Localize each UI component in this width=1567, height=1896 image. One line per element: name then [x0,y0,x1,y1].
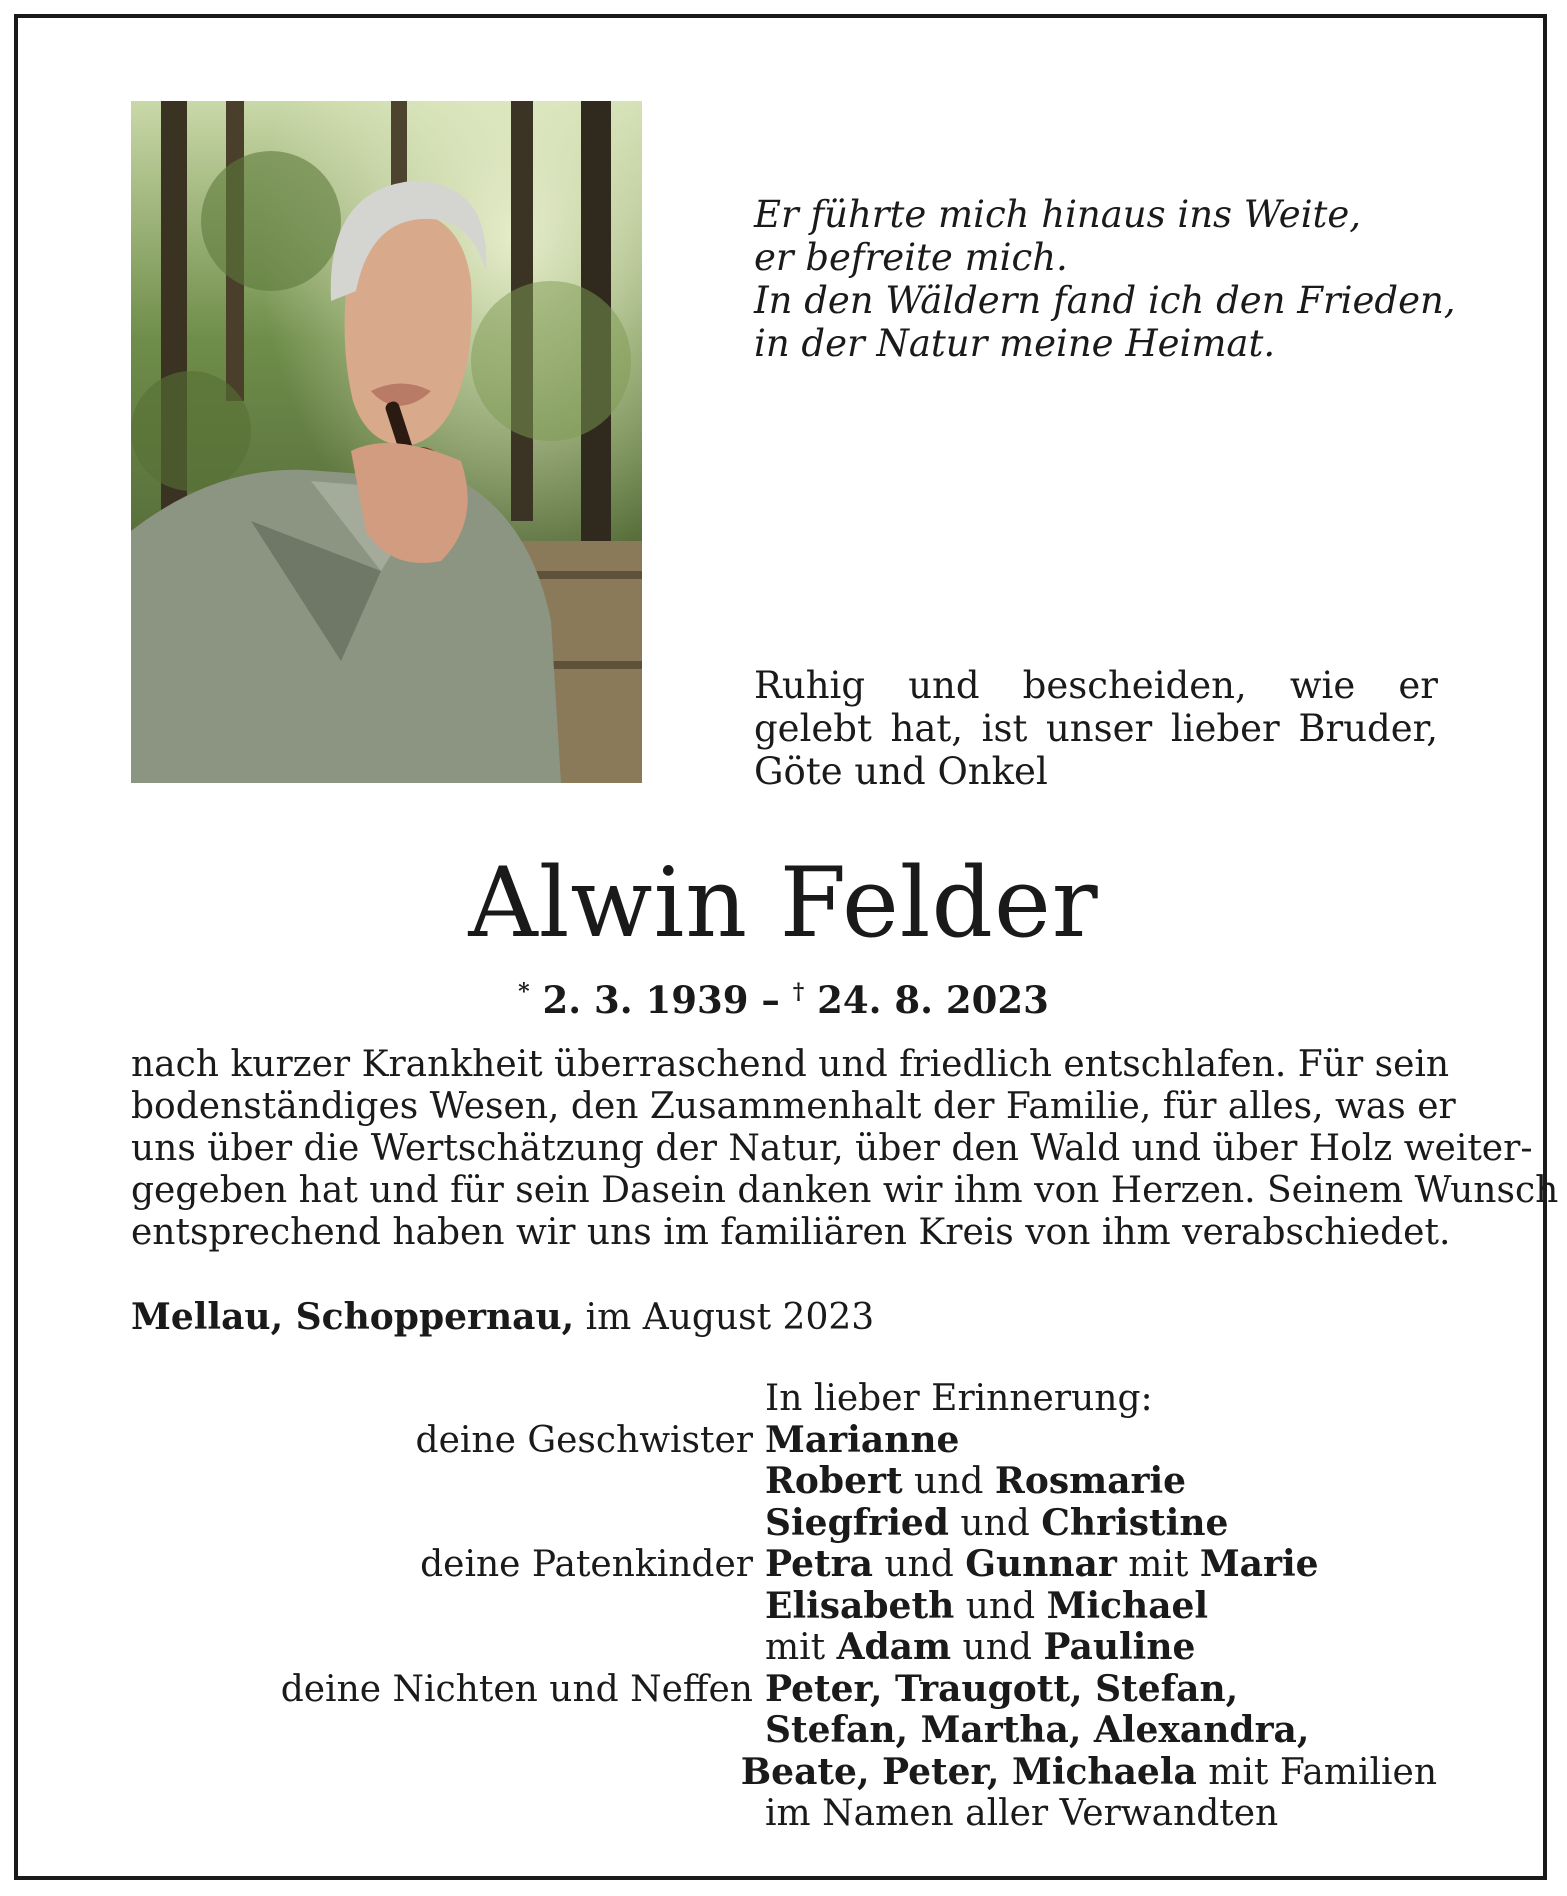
relative-name: Gunnar [965,1543,1117,1585]
birth-date: 2. 3. 1939 [542,978,749,1022]
connector-text: mit [1116,1544,1200,1585]
survivor-row [131,1503,1437,1545]
connector-text: mit Familien [1196,1751,1437,1793]
survivor-row [131,1420,1437,1462]
text-line: gegeben hat und für sein Dasein danken wir ihm von Herzen. Seinem Wunsch [131,1170,1559,1211]
survivor-row [131,1461,1437,1503]
survivor-row [131,1669,1437,1711]
connector-text: im Namen aller Verwandten [765,1793,1279,1834]
relative-name: Stefan, Martha, Alexandra, [765,1709,1310,1751]
relative-names [765,1710,1437,1752]
survivor-row [131,1627,1437,1669]
relative-name: Pauline [1043,1626,1196,1668]
place-date [131,1296,1437,1339]
relation-label [131,1752,741,1794]
survivors-heading-row [131,1378,1437,1420]
relative-names [765,1669,1437,1711]
relation-label: deine Nichten und Neffen [280,1668,753,1710]
relative-names [765,1503,1437,1545]
relative-name: Marianne [765,1418,960,1461]
verse-line: in der Natur meine Heimat. [754,322,1276,365]
place-names: Mellau, Schoppernau, [131,1296,575,1338]
relative-names [765,1627,1437,1669]
deceased-name: Alwin Felder [468,847,1099,959]
relative-names [741,1752,1437,1794]
relative-names [765,1461,1437,1503]
relative-name: Rosmarie [994,1460,1187,1502]
relative-name: Marie [1199,1543,1319,1585]
relative-names [765,1586,1437,1628]
survivor-row [131,1793,1437,1835]
relation-label [131,1461,765,1503]
relative-name: Peter, Traugott, Stefan, [765,1667,1239,1710]
relation-label: deine Geschwister [415,1419,753,1461]
relative-name: Michael [1046,1584,1209,1627]
relative-name: Beate, Peter, Michaela [740,1750,1197,1793]
verse [754,193,1474,365]
verse-line: In den Wäldern fand ich den Frieden, [754,279,1456,322]
place-date-text: im August 2023 [574,1297,875,1338]
birth-symbol: * [518,979,530,1005]
relation-label [131,1793,765,1835]
death-date: 24. 8. 2023 [817,978,1049,1022]
connector-text: und [902,1461,995,1502]
text-line: nach kurzer Krankheit überraschend und friedlich entschlafen. Für sein [131,1044,1450,1085]
life-dates [0,970,1567,1022]
survivor-row [131,1710,1437,1752]
portrait-photo [131,101,642,783]
survivor-row [131,1544,1437,1586]
relative-name: Elisabeth [765,1584,955,1627]
text-line: bodenständiges Wesen, den Zusammenhalt der Familie, für alles, was er [131,1086,1456,1127]
relative-name: Petra [765,1543,873,1585]
relation-label [131,1710,765,1752]
connector-text: und [954,1585,1047,1627]
obituary-text [131,1044,1559,1254]
death-symbol: † [792,979,805,1005]
intro-text: Ruhig und bescheiden, wie er gelebt hat, ist unser lieber Bruder, Göte und Onkel [754,664,1438,793]
relative-name: Siegfried [765,1501,949,1544]
connector-text: und [872,1544,966,1585]
relative-name: Robert [765,1460,903,1502]
relation-label [131,1586,765,1628]
survivors-list [131,1378,1437,1835]
connector-text: und [951,1627,1044,1668]
relation-label [131,1627,765,1669]
relative-name: Christine [1041,1501,1229,1544]
text-line: entsprechend haben wir uns im familiären Kreis von ihm verabschiedet. [131,1212,1451,1253]
connector-text: und [948,1502,1042,1544]
relative-name: Adam [836,1626,952,1668]
survivor-row [131,1752,1437,1794]
text-line: uns über die Wertschätzung der Natur, über den Wald und über Holz weiter- [131,1128,1533,1169]
relative-names [765,1420,1437,1462]
relation-label [131,1503,765,1545]
relative-names [765,1793,1437,1835]
survivors-heading: In lieber Erinnerung: [765,1378,1153,1419]
survivor-row [131,1586,1437,1628]
relative-names [765,1544,1437,1586]
verse-line: Er führte mich hinaus ins Weite, [754,193,1362,236]
connector-text: mit [765,1627,837,1668]
relation-label: deine Patenkinder [420,1544,753,1585]
date-dash: – [761,978,780,1022]
verse-line: er befreite mich. [754,236,1068,279]
